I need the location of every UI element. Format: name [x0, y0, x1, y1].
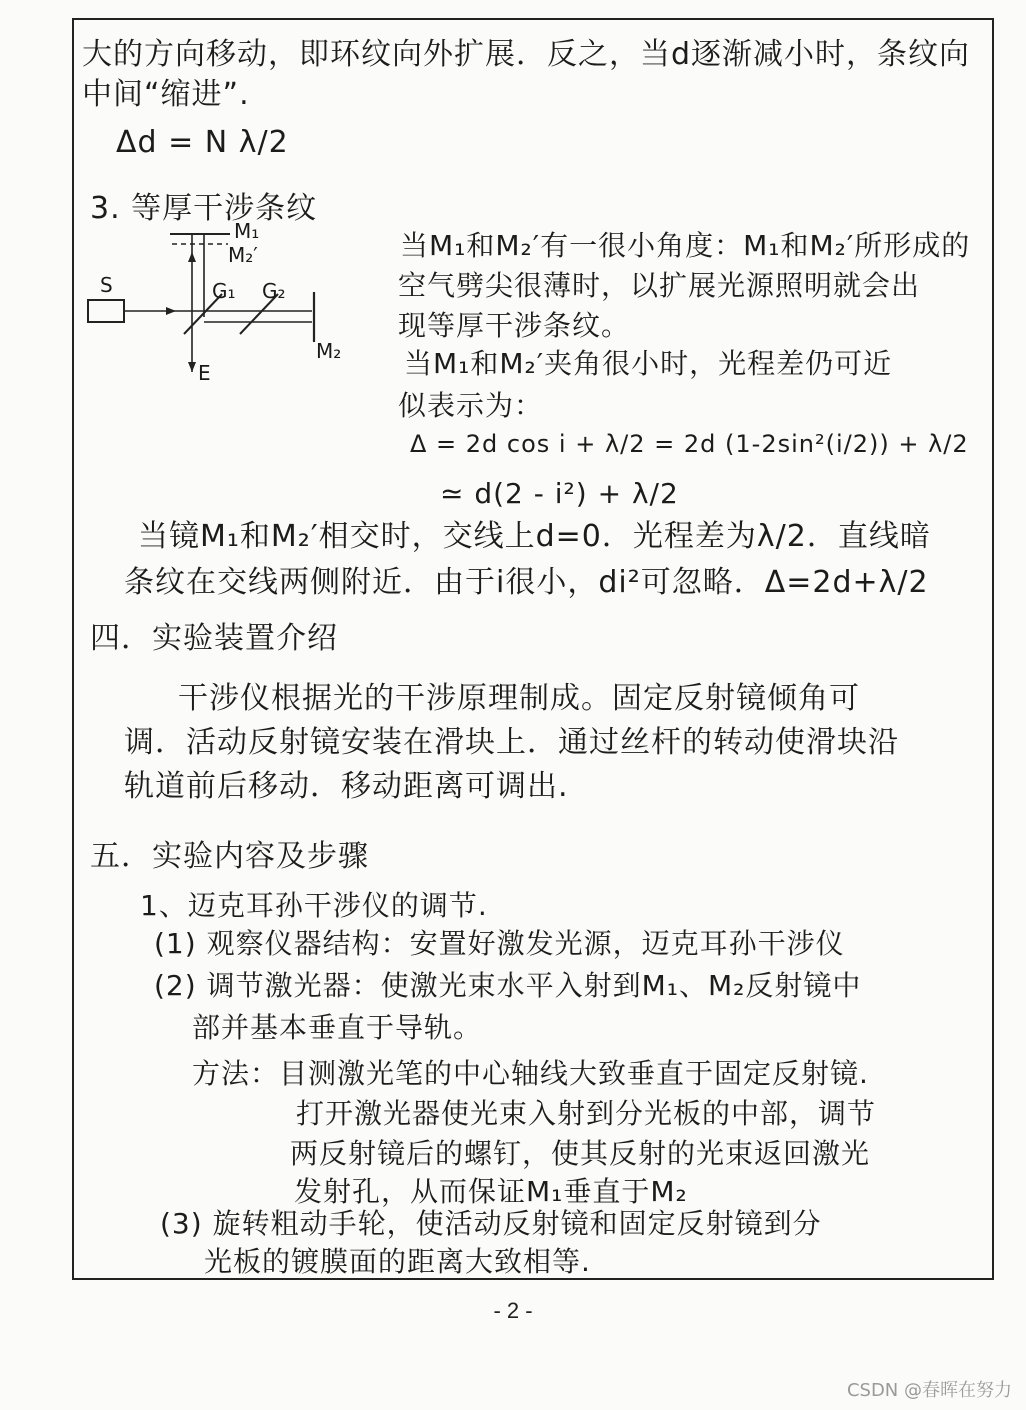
method-line-2: 打开激光器使光束入射到分光板的中部，调节 [296, 1097, 877, 1130]
para-line-2: 条纹在交线两侧附近．由于i很小，di²可忽略．Δ=2d+λ/2 [124, 565, 929, 600]
section-4-line-2: 调．活动反射镜安装在滑块上．通过丝杆的转动使滑块沿 [124, 725, 899, 760]
step-1-2: (2) 调节激光器：使激光束水平入射到M₁、M₂反射镜中 [154, 969, 862, 1002]
para-line-1: 当镜M₁和M₂′相交时，交线上d=0．光程差为λ/2．直线暗 [138, 519, 931, 554]
formula-delta-d: Δd = N λ/2 [116, 125, 289, 160]
step-1-3-cont: 光板的镀膜面的距离大致相等. [204, 1245, 591, 1278]
right-line-4: 当M₁和M₂′夹角很小时，光程差仍可近 [404, 347, 893, 380]
method-line-4: 发射孔，从而保证M₁垂直于M₂ [294, 1175, 688, 1208]
label-e: E [198, 361, 211, 385]
text-line-1: 大的方向移动，即环纹向外扩展．反之，当d逐渐减小时，条纹向 [82, 37, 971, 72]
label-m1: M₁ [234, 222, 260, 243]
section-4-line-1: 干涉仪根据光的干涉原理制成。固定反射镜倾角可 [178, 681, 860, 716]
section-3-title: 3. 等厚干涉条纹 [90, 191, 318, 226]
section-5-title: 五．实验内容及步骤 [90, 839, 369, 874]
formula-2: ≃ d(2 - i²) + λ/2 [440, 477, 679, 510]
step-1-3: (3) 旋转粗动手轮，使活动反射镜和固定反射镜到分 [160, 1207, 822, 1240]
label-g1: G₁ [212, 279, 236, 303]
label-m2-prime: M₂′ [228, 243, 258, 267]
label-s: S [100, 273, 113, 297]
step-1-title: 1、迈克耳孙干涉仪的调节. [140, 889, 488, 922]
watermark: CSDN @春晖在努力 [846, 1380, 1012, 1401]
page-number: - 2 - [493, 1298, 533, 1323]
step-1-1: (1) 观察仪器结构：安置好激发光源，迈克耳孙干涉仪 [154, 927, 845, 960]
right-line-2: 空气劈尖很薄时，以扩展光源照明就会出 [398, 269, 921, 302]
right-line-3: 现等厚干涉条纹。 [398, 309, 631, 342]
method-line-1: 方法：目测激光笔的中心轴线大致垂直于固定反射镜. [192, 1057, 869, 1090]
section-4-line-3: 轨道前后移动．移动距离可调出. [124, 769, 569, 804]
label-m2: M₂ [316, 339, 342, 363]
right-line-5: 似表示为： [398, 389, 544, 422]
text-line-2: 中间“缩进”. [82, 77, 250, 112]
interferometer-diagram [80, 222, 370, 392]
method-line-3: 两反射镜后的螺钉，使其反射的光束返回激光 [290, 1137, 871, 1170]
label-g2: G₂ [262, 279, 286, 303]
right-line-1: 当M₁和M₂′有一很小角度：M₁和M₂′所形成的 [400, 229, 971, 262]
section-4-title: 四．实验装置介绍 [90, 621, 338, 656]
step-1-2-cont: 部并基本垂直于导轨。 [192, 1011, 483, 1044]
formula-1: Δ = 2d cos i + λ/2 = 2d (1-2sin²(i/2)) + λ/2 [410, 430, 969, 458]
